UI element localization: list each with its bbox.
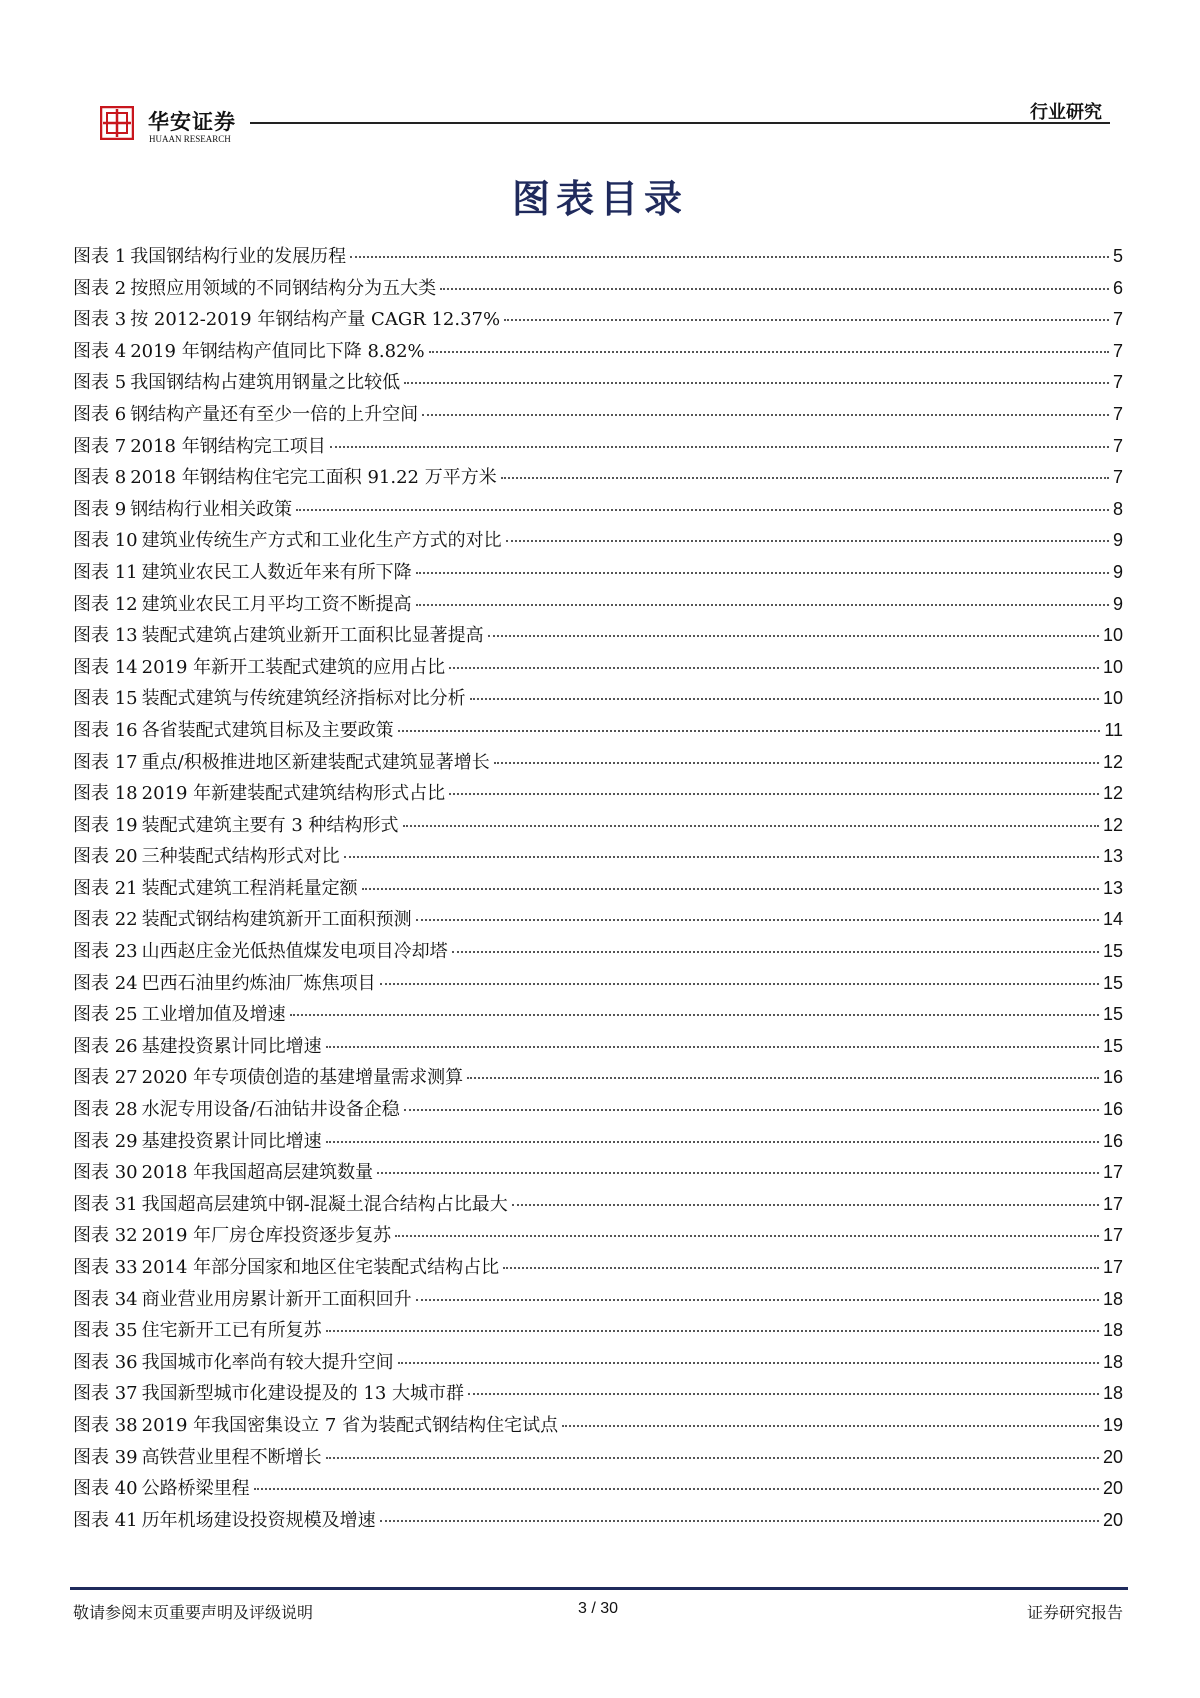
toc-entry-label xyxy=(73,1506,376,1532)
toc-entry-label xyxy=(73,811,399,837)
toc-entry[interactable] xyxy=(73,1379,1123,1411)
toc-entry[interactable] xyxy=(73,432,1123,464)
toc-entry-label xyxy=(73,1316,322,1342)
toc-dot-leader xyxy=(416,572,1109,574)
toc-entry-label xyxy=(73,1127,322,1153)
toc-entry[interactable] xyxy=(73,621,1123,653)
toc-entry-title: 重点/积极推进地区新建装配式建筑显著增长 xyxy=(141,751,490,773)
toc-entry-page: 20 xyxy=(1102,1509,1123,1530)
toc-entry-number: 图表 14 xyxy=(73,656,138,678)
toc-entry-page: 16 xyxy=(1102,1130,1123,1151)
toc-dot-leader xyxy=(404,1109,1099,1111)
toc-entry[interactable] xyxy=(73,1474,1123,1506)
disclaimer-note: 敬请参阅末页重要声明及评级说明 xyxy=(73,1603,314,1622)
toc-entry-title: 基建投资累计同比增速 xyxy=(141,1035,322,1057)
toc-entry-page: 12 xyxy=(1102,814,1123,835)
toc-entry-label xyxy=(73,400,418,426)
toc-entry-label xyxy=(73,1379,464,1405)
toc-entry-title: 2019 年厂房仓库投资逐步复苏 xyxy=(141,1225,392,1247)
page-header xyxy=(100,98,1110,148)
toc-entry-page: 18 xyxy=(1102,1320,1123,1341)
toc-entry-title: 高铁营业里程不断增长 xyxy=(141,1446,322,1468)
toc-entry-label xyxy=(73,495,292,521)
report-type: 证券研究报告 xyxy=(1026,1603,1123,1622)
toc-dot-leader xyxy=(562,1425,1099,1427)
toc-entry-page: 10 xyxy=(1102,625,1123,646)
toc-entry-page: 5 xyxy=(1112,246,1123,266)
toc-entry-number: 图表 29 xyxy=(73,1130,138,1152)
toc-entry-label xyxy=(73,432,326,458)
toc-entry[interactable] xyxy=(73,1127,1123,1159)
toc-entry-title: 钢结构产量还有至少一倍的上升空间 xyxy=(130,403,419,425)
toc-entry-title: 建筑业农民工月平均工资不断提高 xyxy=(141,593,412,615)
toc-entry[interactable] xyxy=(73,1221,1123,1253)
toc-entry-page: 7 xyxy=(1112,340,1123,361)
toc-entry-number: 图表 1 xyxy=(73,246,127,267)
toc-entry-number: 图表 37 xyxy=(73,1383,138,1405)
toc-entry-page: 15 xyxy=(1102,1004,1123,1025)
toc-entry-number: 图表 28 xyxy=(73,1099,138,1121)
toc-entry-page: 6 xyxy=(1112,277,1123,298)
toc-entry-title: 装配式建筑与传统建筑经济指标对比分析 xyxy=(141,688,466,710)
toc-entry-page: 15 xyxy=(1102,1035,1123,1056)
toc-entry-number: 图表 13 xyxy=(73,625,138,647)
toc-entry[interactable] xyxy=(73,1316,1123,1348)
toc-entry-title: 2019 年新开工装配式建筑的应用占比 xyxy=(141,656,446,678)
toc-entry[interactable] xyxy=(73,590,1123,622)
toc-entry-page: 19 xyxy=(1102,1414,1123,1435)
toc-dot-leader xyxy=(422,414,1109,416)
toc-entry-title: 2019 年我国密集设立 7 省为装配式钢结构住宅试点 xyxy=(141,1414,559,1436)
toc-entry[interactable] xyxy=(73,1190,1123,1222)
toc-entry[interactable] xyxy=(73,526,1123,558)
toc-entry-title: 基建投资累计同比增速 xyxy=(141,1130,322,1152)
toc-entry-number: 图表 27 xyxy=(73,1067,138,1089)
toc-entry-page: 17 xyxy=(1102,1225,1123,1246)
toc-dot-leader xyxy=(362,888,1099,890)
toc-entry-number: 图表 11 xyxy=(73,561,138,583)
toc-entry-label xyxy=(73,337,425,363)
toc-dot-leader xyxy=(350,256,1109,258)
toc-entry-page: 12 xyxy=(1102,751,1123,772)
section-tag: 行业研究 xyxy=(1030,102,1102,123)
toc-entry-label xyxy=(73,1063,463,1089)
toc-entry-page: 7 xyxy=(1112,403,1123,424)
toc-dot-leader xyxy=(416,1299,1099,1301)
toc-entry[interactable] xyxy=(73,1348,1123,1380)
toc-entry-title: 我国新型城市化建设提及的 13 大城市群 xyxy=(141,1383,464,1405)
toc-entry-title: 按照应用领域的不同钢结构分为五大类 xyxy=(130,277,437,299)
toc-entry-title: 住宅新开工已有所复苏 xyxy=(141,1320,322,1342)
toc-dot-leader xyxy=(398,1362,1099,1364)
toc-dot-leader xyxy=(416,919,1099,921)
toc-entry-page: 18 xyxy=(1102,1288,1123,1309)
toc-entry-number: 图表 8 xyxy=(73,467,127,489)
page-number: 3 / 30 xyxy=(577,1600,619,1617)
toc-entry-number: 图表 26 xyxy=(73,1035,138,1057)
toc-entry-number: 图表 4 xyxy=(73,340,127,362)
toc-entry-page: 8 xyxy=(1112,498,1123,519)
toc-entry-number: 图表 33 xyxy=(73,1257,138,1278)
toc-entry-label xyxy=(73,1411,558,1437)
footer-divider xyxy=(70,1587,1128,1590)
toc-entry-number: 图表 17 xyxy=(73,751,138,773)
toc-entry-number: 图表 38 xyxy=(73,1414,138,1436)
toc-entry-page: 10 xyxy=(1102,656,1123,677)
toc-dot-leader xyxy=(449,667,1099,669)
toc-entry[interactable] xyxy=(73,463,1123,495)
toc-dot-leader xyxy=(494,762,1099,764)
toc-entry-page: 17 xyxy=(1102,1162,1123,1183)
toc-dot-leader xyxy=(296,509,1109,511)
toc-entry-number: 图表 23 xyxy=(73,941,138,963)
toc-entry-title: 我国钢结构行业的发展历程 xyxy=(130,246,347,267)
toc-entry-number: 图表 32 xyxy=(73,1225,138,1247)
toc-dot-leader xyxy=(404,382,1109,384)
toc-dot-leader xyxy=(344,856,1099,858)
toc-dot-leader xyxy=(326,1141,1099,1143)
toc-entry-label xyxy=(73,274,436,300)
toc-entry[interactable] xyxy=(73,242,1123,274)
toc-entry-page: 7 xyxy=(1112,467,1123,488)
toc-entry-label xyxy=(73,621,484,647)
toc-dot-leader xyxy=(440,288,1109,290)
toc-entry[interactable] xyxy=(73,969,1123,1001)
toc-entry-page: 18 xyxy=(1102,1351,1123,1372)
toc-entry[interactable] xyxy=(73,1063,1123,1095)
toc-dot-leader xyxy=(488,635,1099,637)
toc-entry[interactable] xyxy=(73,905,1123,937)
toc-entry[interactable] xyxy=(73,400,1123,432)
toc-dot-leader xyxy=(416,604,1109,606)
toc-entry[interactable] xyxy=(73,1000,1123,1032)
toc-dot-leader xyxy=(506,540,1109,542)
toc-entry-label xyxy=(73,653,445,679)
toc-entry-title: 历年机场建设投资规模及增速 xyxy=(141,1509,376,1531)
toc-entry-label xyxy=(73,905,412,931)
toc-entry-title: 建筑业农民工人数近年来有所下降 xyxy=(141,561,412,583)
toc-entry-page: 15 xyxy=(1102,941,1123,962)
toc-dot-leader xyxy=(470,698,1099,700)
toc-dot-leader xyxy=(398,730,1101,732)
toc-entry-label xyxy=(73,305,500,331)
toc-entry-number: 图表 19 xyxy=(73,814,138,836)
toc-entry[interactable] xyxy=(73,1506,1123,1538)
toc-entry-title: 水泥专用设备/石油钻井设备企稳 xyxy=(141,1099,400,1121)
toc-entry[interactable] xyxy=(73,811,1123,843)
toc-entry-page: 9 xyxy=(1112,561,1123,582)
toc-entry[interactable] xyxy=(73,274,1123,306)
brand-name-en: HUAAN RESEARCH xyxy=(149,134,231,144)
toc-entry-page: 20 xyxy=(1102,1446,1123,1467)
toc-entry-title: 我国城市化率尚有较大提升空间 xyxy=(141,1351,394,1373)
toc-entry-number: 图表 2 xyxy=(73,277,127,299)
toc-entry-label xyxy=(73,242,346,268)
toc-dot-leader xyxy=(467,1077,1099,1079)
toc-entry-page: 20 xyxy=(1102,1478,1123,1499)
toc-entry-label xyxy=(73,1348,394,1374)
toc-entry[interactable] xyxy=(73,779,1123,811)
page-title: 图表目录 xyxy=(511,176,688,221)
toc-entry-number: 图表 15 xyxy=(73,688,138,710)
toc-entry-label xyxy=(73,842,340,868)
toc-entry-number: 图表 22 xyxy=(73,909,138,931)
toc-entry-title: 我国钢结构占建筑用钢量之比较低 xyxy=(130,372,401,394)
toc-dot-leader xyxy=(326,1330,1099,1332)
toc-dot-leader xyxy=(512,1204,1099,1206)
huaan-logo-icon xyxy=(100,106,134,140)
toc-entry[interactable] xyxy=(73,1253,1123,1285)
toc-entry-number: 图表 39 xyxy=(73,1446,138,1468)
brand-name: 华安证券 xyxy=(148,109,236,134)
toc-entry-page: 17 xyxy=(1102,1257,1123,1277)
toc-entry-title: 2018 年钢结构完工项目 xyxy=(130,435,326,457)
toc-entry-number: 图表 40 xyxy=(73,1478,138,1500)
toc-entry-title: 建筑业传统生产方式和工业化生产方式的对比 xyxy=(141,530,502,552)
toc-entry-number: 图表 18 xyxy=(73,783,138,805)
toc-entry-label xyxy=(73,1221,391,1247)
toc-entry[interactable] xyxy=(73,305,1123,337)
header-divider xyxy=(250,122,1110,124)
toc-entry-label xyxy=(73,684,466,710)
toc-entry[interactable] xyxy=(73,748,1123,780)
toc-entry-page: 9 xyxy=(1112,530,1123,551)
toc-entry-number: 图表 6 xyxy=(73,403,127,425)
toc-entry-label xyxy=(73,590,412,616)
toc-entry[interactable] xyxy=(73,1095,1123,1127)
toc-entry[interactable] xyxy=(73,368,1123,400)
toc-entry-label xyxy=(73,937,448,963)
toc-entry-number: 图表 3 xyxy=(73,309,127,331)
toc-dot-leader xyxy=(395,1235,1099,1237)
toc-entry-label xyxy=(73,1253,499,1279)
toc-entry-number: 图表 16 xyxy=(73,719,138,741)
toc-dot-leader xyxy=(501,477,1109,479)
toc-entry-number: 图表 9 xyxy=(73,498,127,520)
toc-entry-title: 装配式建筑工程消耗量定额 xyxy=(141,877,358,899)
toc-entry-label xyxy=(73,1000,286,1026)
toc-entry-number: 图表 21 xyxy=(73,877,138,899)
toc-entry-page: 13 xyxy=(1102,846,1123,867)
toc-dot-leader xyxy=(380,1520,1099,1522)
toc-dot-leader xyxy=(377,1172,1099,1174)
toc-entry[interactable] xyxy=(73,1411,1123,1443)
toc-entry[interactable] xyxy=(73,937,1123,969)
toc-entry-number: 图表 25 xyxy=(73,1004,138,1026)
toc-entry-label xyxy=(73,748,490,774)
toc-entry-page: 14 xyxy=(1102,909,1123,930)
toc-entry-number: 图表 34 xyxy=(73,1288,138,1310)
toc-entry-page: 7 xyxy=(1112,372,1123,393)
toc-dot-leader xyxy=(254,1488,1099,1490)
toc-dot-leader xyxy=(326,1046,1099,1048)
toc-entry-number: 图表 31 xyxy=(73,1193,138,1215)
toc-entry-number: 图表 41 xyxy=(73,1509,138,1531)
toc-entry[interactable] xyxy=(73,874,1123,906)
toc-entry-label xyxy=(73,1158,373,1184)
toc-entry-page: 7 xyxy=(1112,309,1123,330)
toc-entry-label xyxy=(73,558,412,584)
toc-entry-title: 巴西石油里约炼油厂炼焦项目 xyxy=(141,972,376,994)
toc-entry-number: 图表 36 xyxy=(73,1351,138,1373)
toc-entry-label xyxy=(73,1032,322,1058)
toc-dot-leader xyxy=(468,1393,1099,1395)
toc-entry-title: 公路桥梁里程 xyxy=(141,1478,250,1500)
toc-entry-title: 工业增加值及增速 xyxy=(141,1004,286,1026)
toc-entry-page: 12 xyxy=(1102,783,1123,804)
toc-entry-page: 18 xyxy=(1102,1383,1123,1404)
toc-entry-title: 2019 年新建装配式建筑结构形式占比 xyxy=(141,783,446,805)
toc-dot-leader xyxy=(452,951,1099,953)
toc-entry-page: 15 xyxy=(1102,972,1123,993)
toc-entry[interactable] xyxy=(73,653,1123,685)
toc-entry-title: 2019 年钢结构产值同比下降 8.82% xyxy=(130,340,425,362)
toc-dot-leader xyxy=(330,446,1109,448)
toc-entry-title: 2018 年我国超高层建筑数量 xyxy=(141,1162,374,1184)
table-of-figures xyxy=(73,242,1123,1537)
toc-entry-title: 按 2012-2019 年钢结构产量 CAGR 12.37% xyxy=(130,309,501,331)
toc-entry-title: 山西赵庄金光低热值煤发电项目冷却塔 xyxy=(141,941,448,963)
toc-entry-label xyxy=(73,779,445,805)
toc-entry[interactable] xyxy=(73,716,1123,748)
toc-entry-label xyxy=(73,1285,412,1311)
toc-entry-label xyxy=(73,1190,508,1216)
toc-dot-leader xyxy=(503,1267,1099,1269)
toc-entry-number: 图表 24 xyxy=(73,972,138,994)
toc-dot-leader xyxy=(380,983,1099,985)
toc-entry[interactable] xyxy=(73,842,1123,874)
toc-entry-number: 图表 35 xyxy=(73,1320,138,1342)
toc-entry[interactable] xyxy=(73,1443,1123,1475)
toc-entry-page: 17 xyxy=(1102,1193,1123,1214)
toc-entry-number: 图表 12 xyxy=(73,593,138,615)
toc-dot-leader xyxy=(326,1457,1099,1459)
toc-entry-page: 9 xyxy=(1112,593,1123,614)
toc-entry-label xyxy=(73,368,400,394)
toc-entry-label xyxy=(73,526,502,552)
toc-dot-leader xyxy=(290,1014,1099,1016)
toc-entry[interactable] xyxy=(73,495,1123,527)
toc-entry[interactable] xyxy=(73,337,1123,369)
toc-entry-title: 我国超高层建筑中钢-混凝土混合结构占比最大 xyxy=(141,1193,508,1215)
toc-entry-page: 11 xyxy=(1104,719,1123,740)
toc-entry-title: 装配式建筑占建筑业新开工面积比显著提高 xyxy=(141,625,484,647)
toc-entry-label xyxy=(73,1474,250,1500)
toc-entry-label xyxy=(73,874,358,900)
toc-entry-title: 2018 年钢结构住宅完工面积 91.22 万平方米 xyxy=(130,467,497,489)
toc-entry-page: 16 xyxy=(1102,1099,1123,1120)
toc-entry[interactable] xyxy=(73,684,1123,716)
toc-dot-leader xyxy=(429,351,1109,353)
toc-entry[interactable] xyxy=(73,558,1123,590)
toc-entry-page: 10 xyxy=(1102,688,1123,709)
toc-entry-number: 图表 10 xyxy=(73,530,138,552)
toc-dot-leader xyxy=(403,825,1099,827)
toc-entry-label xyxy=(73,1443,322,1469)
toc-entry-number: 图表 7 xyxy=(73,435,127,457)
toc-entry-title: 各省装配式建筑目标及主要政策 xyxy=(141,719,394,741)
toc-entry[interactable] xyxy=(73,1285,1123,1317)
toc-entry-title: 三种装配式结构形式对比 xyxy=(141,846,340,868)
toc-entry-page: 7 xyxy=(1112,435,1123,456)
toc-entry-number: 图表 20 xyxy=(73,846,138,868)
toc-entry-label xyxy=(73,1095,400,1121)
toc-dot-leader xyxy=(504,319,1109,321)
toc-entry-title: 装配式钢结构建筑新开工面积预测 xyxy=(141,909,412,931)
toc-entry-number: 图表 30 xyxy=(73,1162,138,1184)
toc-entry-title: 2014 年部分国家和地区住宅装配式结构占比 xyxy=(141,1257,500,1278)
toc-entry-label xyxy=(73,716,394,742)
toc-dot-leader xyxy=(449,793,1099,795)
toc-entry-title: 装配式建筑主要有 3 种结构形式 xyxy=(141,814,399,836)
toc-entry-label xyxy=(73,969,376,995)
toc-entry-title: 商业营业用房累计新开工面积回升 xyxy=(141,1288,412,1310)
toc-entry-number: 图表 5 xyxy=(73,372,127,394)
toc-entry-label xyxy=(73,463,497,489)
toc-entry[interactable] xyxy=(73,1032,1123,1064)
toc-entry-title: 钢结构行业相关政策 xyxy=(130,498,293,520)
toc-entry[interactable] xyxy=(73,1158,1123,1190)
toc-entry-page: 13 xyxy=(1102,877,1123,898)
toc-entry-title: 2020 年专项债创造的基建增量需求测算 xyxy=(141,1067,464,1089)
toc-entry-page: 16 xyxy=(1102,1067,1123,1088)
